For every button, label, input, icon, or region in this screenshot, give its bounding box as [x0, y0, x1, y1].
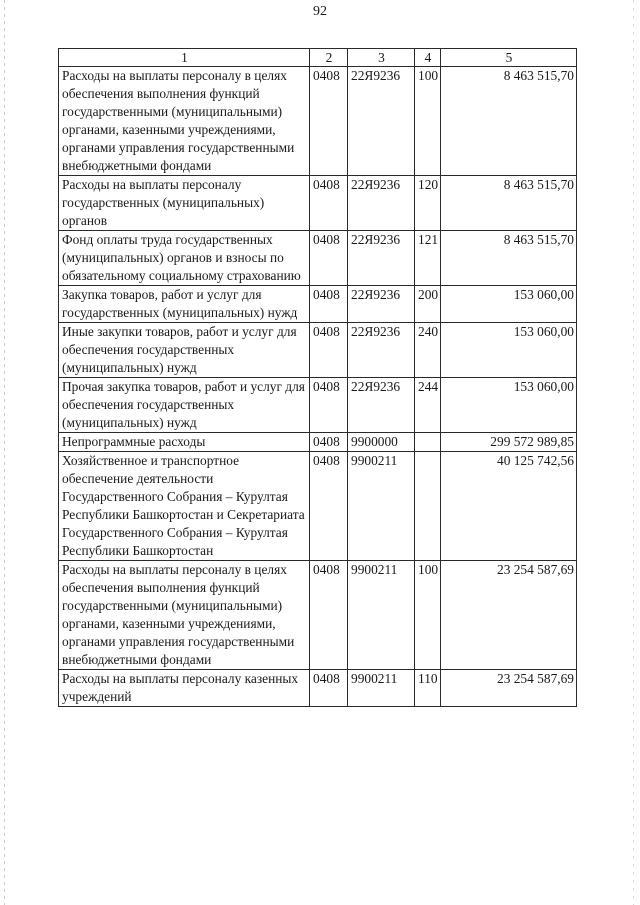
row-csr: 9900211	[348, 452, 415, 561]
row-sum: 23 254 587,69	[441, 670, 577, 707]
row-name: Закупка товаров, работ и услуг для государственных (муниципальных) нужд	[59, 286, 310, 323]
header-row	[59, 49, 577, 67]
budget-table	[58, 48, 577, 707]
row-name: Непрограммные расходы	[59, 433, 310, 452]
row-csr: 9900211	[348, 561, 415, 670]
row-name: Иные закупки товаров, работ и услуг для обеспечения государственных (муниципальных) нужд	[59, 323, 310, 378]
table-row	[59, 67, 577, 176]
row-name: Расходы на выплаты персоналу казенных учреждений	[59, 670, 310, 707]
scan-edge-left	[4, 0, 5, 905]
row-csr: 22Я9236	[348, 378, 415, 433]
row-code: 0408	[310, 670, 348, 707]
row-vr: 120	[415, 176, 441, 231]
table-row	[59, 231, 577, 286]
row-csr: 9900211	[348, 670, 415, 707]
row-vr	[415, 452, 441, 561]
row-csr: 9900000	[348, 433, 415, 452]
row-code: 0408	[310, 433, 348, 452]
header-col-4: 4	[415, 49, 441, 67]
row-sum: 23 254 587,69	[441, 561, 577, 670]
row-sum: 299 572 989,85	[441, 433, 577, 452]
header-col-3: 3	[348, 49, 415, 67]
table-row	[59, 176, 577, 231]
row-csr: 22Я9236	[348, 286, 415, 323]
row-code: 0408	[310, 176, 348, 231]
row-name: Прочая закупка товаров, работ и услуг для обеспечения государственных (муниципальных) нужд	[59, 378, 310, 433]
row-vr: 100	[415, 561, 441, 670]
page-number: 92	[313, 4, 327, 19]
table-row	[59, 433, 577, 452]
table-row	[59, 378, 577, 433]
row-name: Расходы на выплаты персоналу в целях обеспечения выполнения функций государственными (муниципальными) органами, казенными учреждениями, органами управления государственными внебюджетными фондами	[59, 67, 310, 176]
row-sum: 153 060,00	[441, 378, 577, 433]
table-row	[59, 452, 577, 561]
row-csr: 22Я9236	[348, 67, 415, 176]
row-csr: 22Я9236	[348, 231, 415, 286]
row-vr: 121	[415, 231, 441, 286]
row-name: Расходы на выплаты персоналу государственных (муниципальных) органов	[59, 176, 310, 231]
header-col-5: 5	[441, 49, 577, 67]
row-sum: 8 463 515,70	[441, 176, 577, 231]
scan-edge-right	[633, 0, 634, 905]
budget-table-container	[58, 48, 576, 707]
header-col-1: 1	[59, 49, 310, 67]
row-name: Хозяйственное и транспортное обеспечение деятельности Государственного Собрания – Курултая Республики Башкортостан и Секретариата Государственного Собрания – Курултая Республики Башкортостан	[59, 452, 310, 561]
row-name: Фонд оплаты труда государственных (муниципальных) органов и взносы по обязательному социальному страхованию	[59, 231, 310, 286]
header-col-2: 2	[310, 49, 348, 67]
row-vr: 200	[415, 286, 441, 323]
row-vr: 110	[415, 670, 441, 707]
row-vr: 240	[415, 323, 441, 378]
row-vr	[415, 433, 441, 452]
row-sum: 153 060,00	[441, 323, 577, 378]
row-sum: 8 463 515,70	[441, 231, 577, 286]
row-csr: 22Я9236	[348, 176, 415, 231]
table-row	[59, 561, 577, 670]
table-row	[59, 323, 577, 378]
row-csr: 22Я9236	[348, 323, 415, 378]
row-name: Расходы на выплаты персоналу в целях обеспечения выполнения функций государственными (муниципальными) органами, казенными учреждениями, органами управления государственными внебюджетными фондами	[59, 561, 310, 670]
table-row	[59, 670, 577, 707]
row-code: 0408	[310, 452, 348, 561]
row-code: 0408	[310, 561, 348, 670]
row-sum: 40 125 742,56	[441, 452, 577, 561]
row-code: 0408	[310, 286, 348, 323]
row-code: 0408	[310, 378, 348, 433]
row-code: 0408	[310, 323, 348, 378]
row-sum: 153 060,00	[441, 286, 577, 323]
row-code: 0408	[310, 67, 348, 176]
row-vr: 100	[415, 67, 441, 176]
row-sum: 8 463 515,70	[441, 67, 577, 176]
row-vr: 244	[415, 378, 441, 433]
row-code: 0408	[310, 231, 348, 286]
table-row	[59, 286, 577, 323]
